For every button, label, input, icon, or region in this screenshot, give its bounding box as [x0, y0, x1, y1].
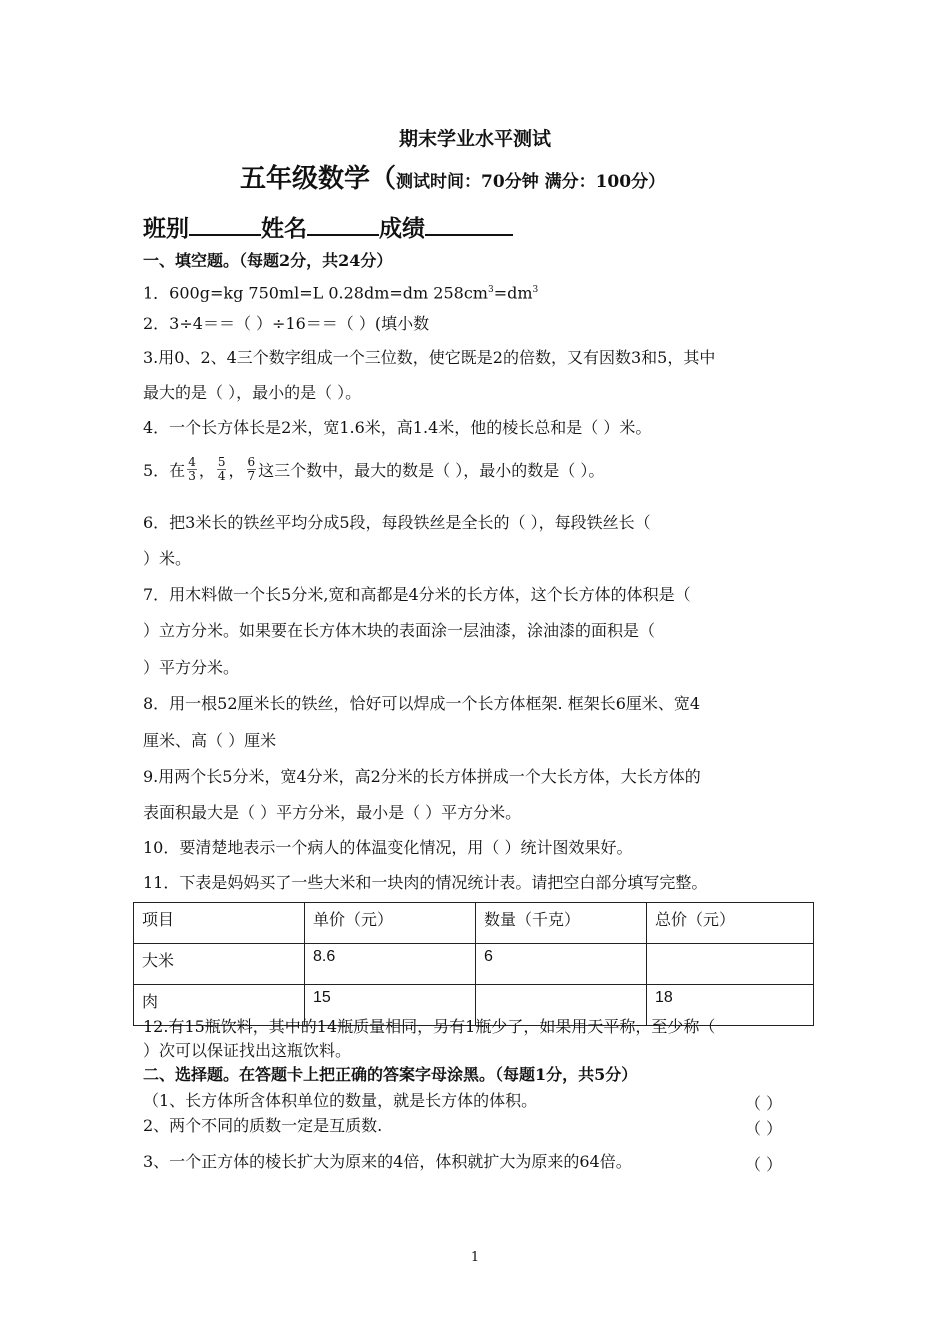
question-8b: 厘米、高（ ）厘米 [143, 731, 277, 750]
table-header-cell: 数量（千克） [476, 903, 647, 944]
question-2: 2．3÷4＝＝（ ）÷16＝＝（ ）(填小数 [143, 314, 430, 333]
student-info-line [143, 210, 513, 243]
subject-name: 五年级数学 [240, 164, 371, 194]
question-7a: 7．用木料做一个长5分米,宽和高都是4分米的长方体，这个长方体的体积是（ [143, 585, 691, 604]
section1-heading: 一、填空题。（每题2分，共24分） [143, 251, 393, 270]
shopping-table [133, 902, 814, 1026]
score-blank[interactable] [425, 212, 513, 236]
question-3a: 3.用0、2、4三个数字组成一个三位数，使它既是2的倍数，又有因数3和5，其中 [143, 348, 716, 367]
name-label: 姓名 [261, 215, 307, 242]
question-4: 4．一个长方体长是2米，宽1.6米，高1.4米，他的棱长总和是（ ）米。 [143, 418, 652, 437]
question-1 [143, 280, 538, 303]
q5-pre: 5．在 [143, 461, 186, 480]
frac3-num: 6 [247, 455, 256, 469]
question-6a: 6．把3米长的铁丝平均分成5段，每段铁丝是全长的（ ），每段铁丝长（ [143, 513, 651, 532]
q5-sep2: ， [228, 461, 245, 480]
table-cell: 15 [305, 985, 476, 1026]
frac2-num: 5 [217, 455, 226, 469]
fraction-4-3 [187, 456, 197, 483]
question-7c: ）平方分米。 [143, 658, 240, 677]
question-10: 10．要清楚地表示一个病人的体温变化情况，用（ ）统计图效果好。 [143, 838, 633, 857]
table-header-cell: 单价（元） [305, 903, 476, 944]
fraction-5-4 [217, 456, 227, 483]
table-row [134, 944, 814, 985]
question-12b: ）次可以保证找出这瓶饮料。 [143, 1041, 352, 1060]
subject-title [240, 158, 665, 195]
table-cell: 18 [647, 985, 814, 1026]
choice-answer-2[interactable]: （ ） [745, 1119, 783, 1138]
table-cell: 大米 [134, 944, 305, 985]
question-12a: 12.有15瓶饮料，其中的14瓶质量相同，另有1瓶少了，如果用天平称，至少称（ [143, 1017, 716, 1036]
question-7b: ）立方分米。如果要在长方体木块的表面涂一层油漆，涂油漆的面积是（ [143, 621, 656, 640]
q1-sup2: 3 [532, 285, 539, 295]
frac2-den: 4 [217, 469, 226, 483]
name-blank[interactable] [307, 212, 379, 236]
fraction-6-7 [247, 456, 257, 483]
table-cell: 肉 [134, 985, 305, 1026]
table-cell: 6 [476, 944, 647, 985]
exam-meta: 测试时间：70分钟 满分：100分 [396, 172, 649, 192]
question-3b: 最大的是（ ），最小的是（ ）。 [143, 383, 362, 402]
section2-heading: 二、选择题。在答题卡上把正确的答案字母涂黑。（每题1分，共5分） [143, 1065, 638, 1084]
page-number: 1 [470, 1250, 480, 1265]
question-9b: 表面积最大是（ ）平方分米，最小是（ ）平方分米。 [143, 803, 522, 822]
choice-item-2: 2、两个不同的质数一定是互质数. [143, 1116, 383, 1135]
class-blank[interactable] [189, 212, 261, 236]
q5-post: 这三个数中，最大的数是（ ），最小的数是（ ）。 [258, 461, 605, 480]
q1-text: 1．600g=kg 750ml=L 0.28dm=dm 258cm [143, 283, 488, 303]
q1-sup1: 3 [487, 285, 494, 295]
paren-close: ） [648, 172, 666, 192]
q5-sep1: ， [198, 461, 215, 480]
frac1-den: 3 [188, 469, 196, 483]
q1-mid: =dm [493, 283, 533, 303]
question-6b: ）米。 [143, 549, 192, 568]
class-label: 班别 [143, 215, 189, 242]
paren-open: （ [370, 164, 397, 194]
frac3-den: 7 [247, 469, 256, 483]
choice-item-1: （1、长方体所含体积单位的数量，就是长方体的体积。 [143, 1091, 538, 1110]
table-cell-blank[interactable] [647, 944, 814, 985]
choice-answer-1[interactable]: （ ） [745, 1094, 783, 1113]
exam-title: 期末学业水平测试 [398, 128, 551, 150]
question-5 [143, 456, 604, 486]
score-label: 成绩 [379, 215, 425, 242]
question-9a: 9.用两个长5分米，宽4分米，高2分米的长方体拼成一个大长方体，大长方体的 [143, 767, 701, 786]
question-11: 11．下表是妈妈买了一些大米和一块肉的情况统计表。请把空白部分填写完整。 [143, 873, 708, 892]
table-header-row [134, 903, 814, 944]
choice-answer-3[interactable]: （ ） [745, 1155, 783, 1174]
table-cell: 8.6 [305, 944, 476, 985]
choice-item-3: 3、一个正方体的棱长扩大为原来的4倍，体积就扩大为原来的64倍。 [143, 1152, 632, 1171]
table-header-cell: 总价（元） [647, 903, 814, 944]
frac1-num: 4 [188, 455, 196, 469]
question-8a: 8．用一根52厘米长的铁丝，恰好可以焊成一个长方体框架. 框架长6厘米、宽4 [143, 694, 701, 713]
table-header-cell: 项目 [134, 903, 305, 944]
